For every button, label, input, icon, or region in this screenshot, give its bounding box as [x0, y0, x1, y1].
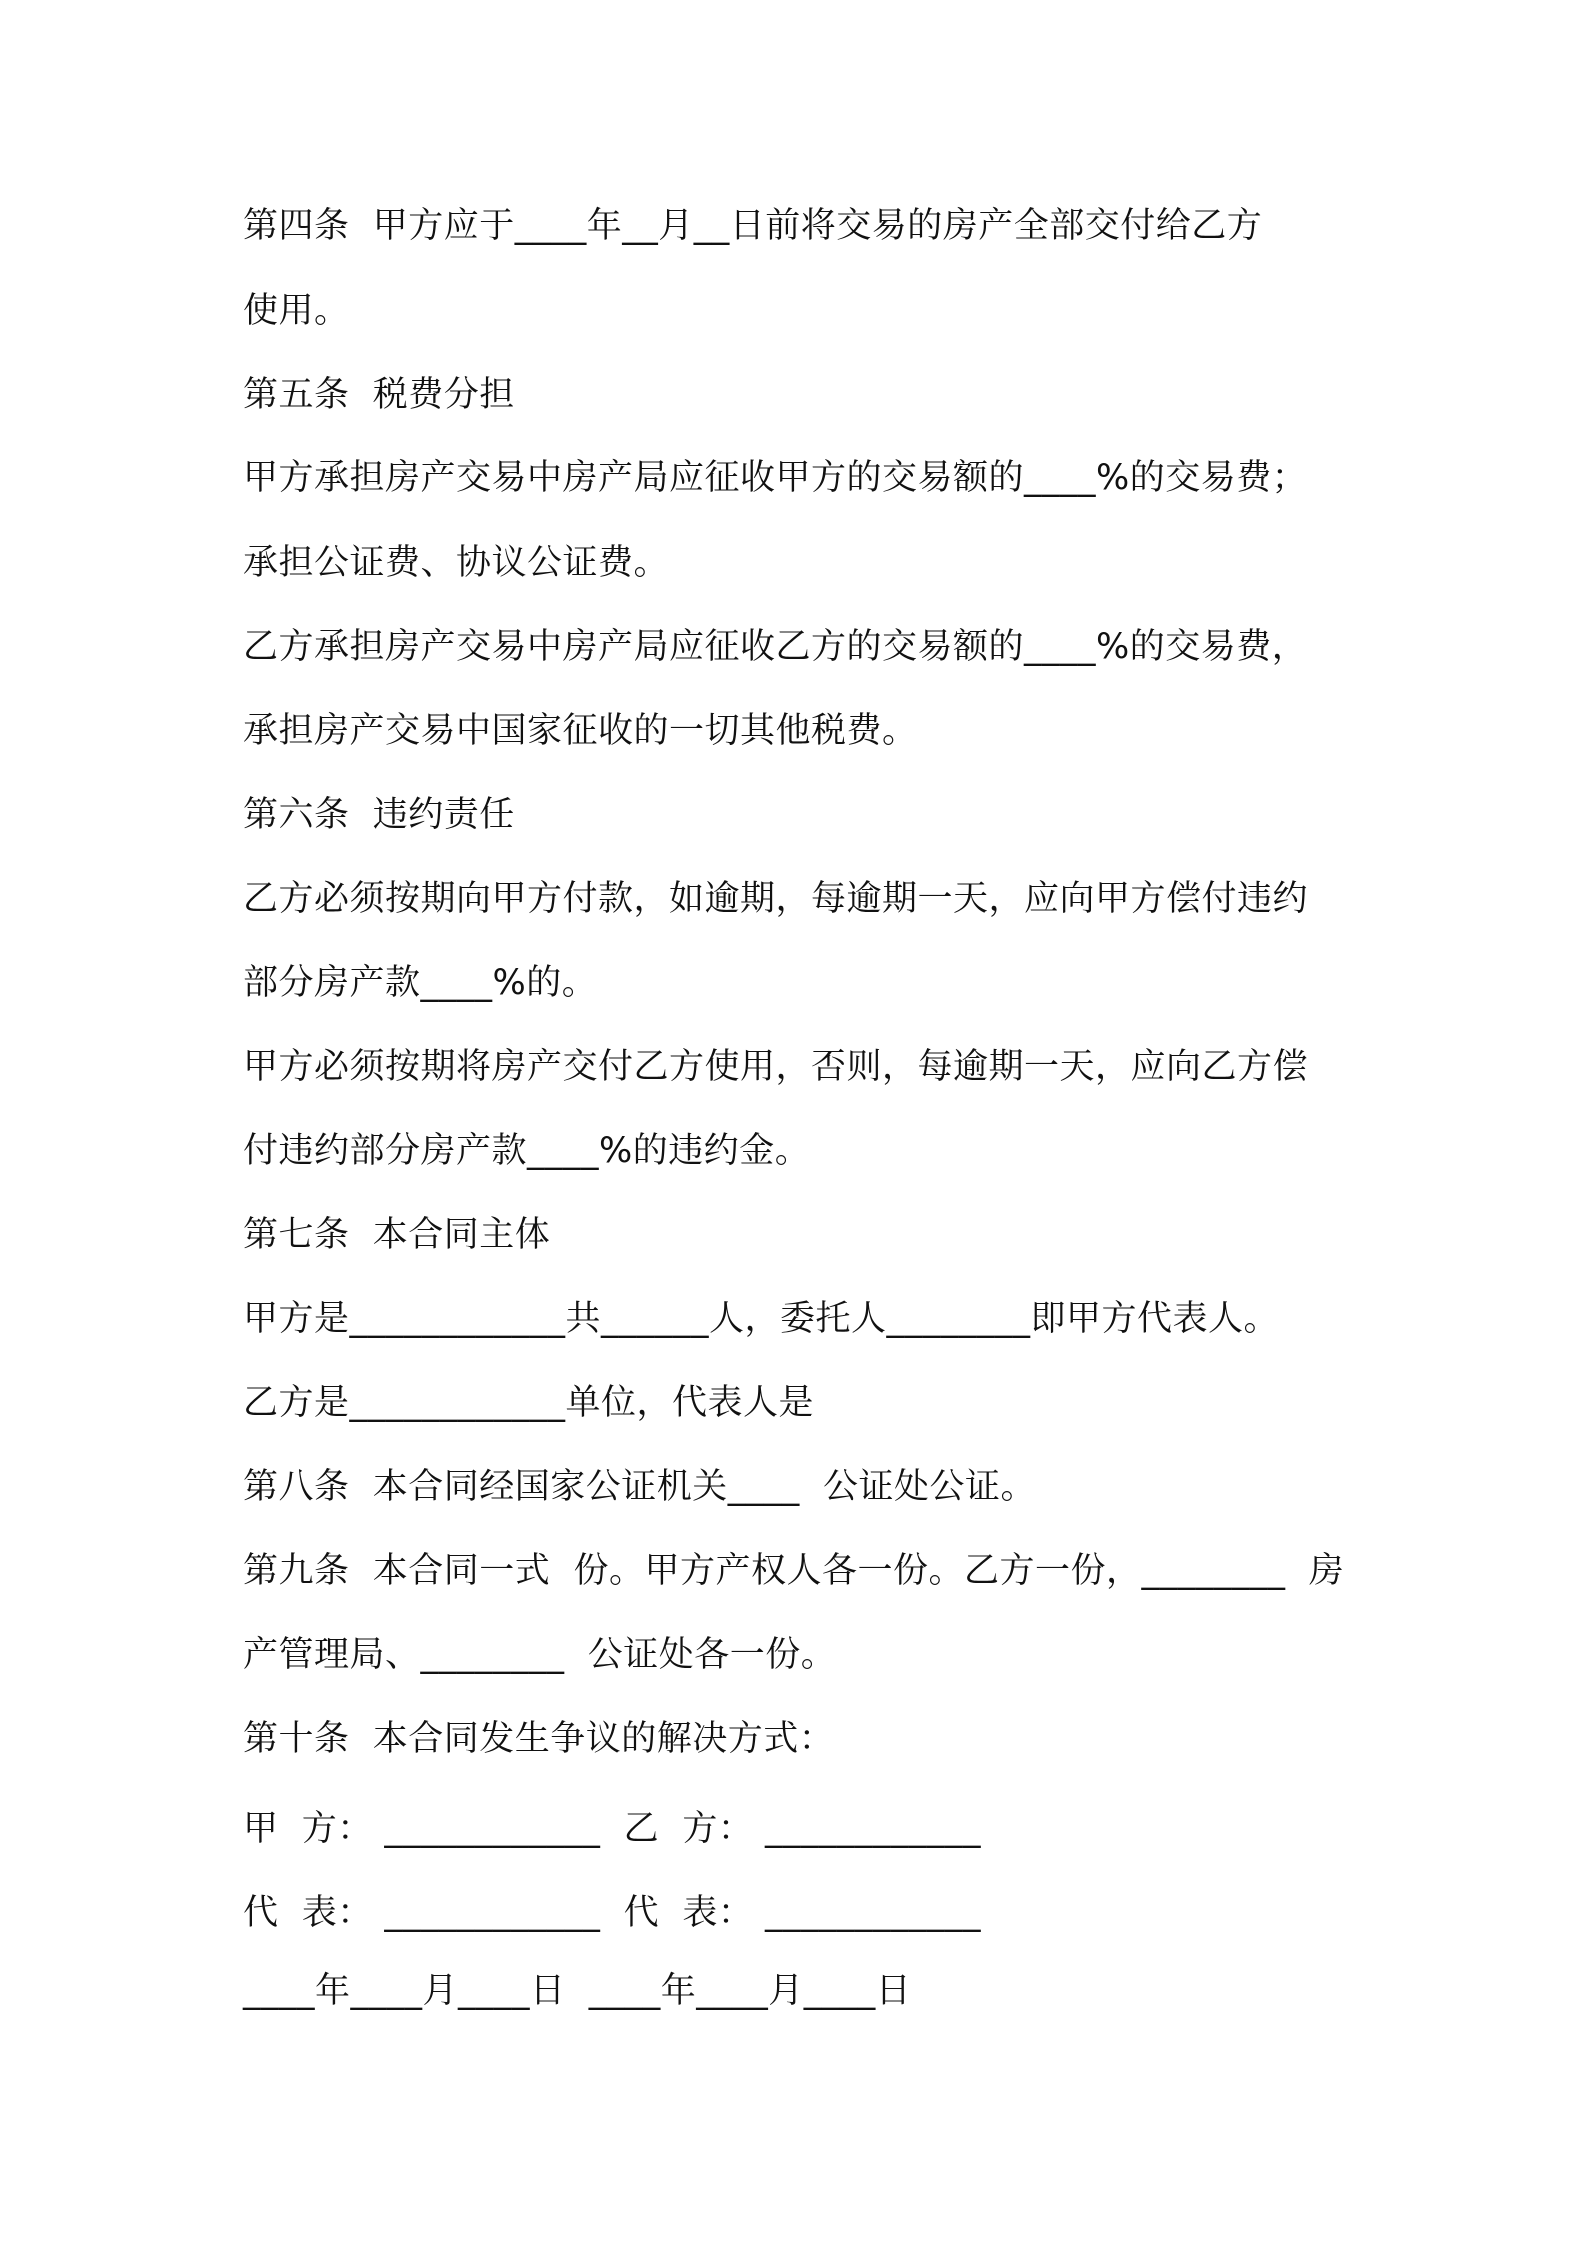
- clause-5-party-b-line-1: 乙方承担房产交易中房产局应征收乙方的交易额的____%的交易费，: [243, 627, 1308, 667]
- clause-5-party-a-line-2: 承担公证费、协议公证费。: [243, 543, 670, 583]
- clause-6-party-b-line-2: 部分房产款____%的。: [243, 963, 598, 1003]
- clause-7-party-b: 乙方是____________单位，代表人是: [243, 1383, 815, 1423]
- clause-5-heading: 第五条 税费分担: [243, 375, 515, 415]
- signature-parties: 甲 方： ____________ 乙 方： ____________: [243, 1809, 982, 1849]
- clause-7-party-a: 甲方是____________共______人，委托人________即甲方代表人。: [243, 1299, 1280, 1339]
- clause-6-party-a-line-2: 付违约部分房产款____%的违约金。: [243, 1131, 811, 1171]
- clause-8: 第八条 本合同经国家公证机关____ 公证处公证。: [243, 1467, 1037, 1507]
- signature-representatives: 代 表： ____________ 代 表： ____________: [243, 1893, 982, 1933]
- clause-6-party-b-line-1: 乙方必须按期向甲方付款，如逾期，每逾期一天，应向甲方偿付违约: [243, 879, 1309, 919]
- clause-4-line-2: 使用。: [243, 291, 350, 331]
- clause-7-heading: 第七条 本合同主体: [243, 1215, 551, 1255]
- clause-6-party-a-line-1: 甲方必须按期将房产交付乙方使用，否则，每逾期一天，应向乙方偿: [243, 1047, 1309, 1087]
- clause-5-party-b-line-2: 承担房产交易中国家征收的一切其他税费。: [243, 711, 918, 751]
- clause-9-line-2: 产管理局、________ 公证处各一份。: [243, 1635, 837, 1675]
- signature-dates: ____年____月____日 ____年____月____日: [243, 1971, 912, 2011]
- clause-6-heading: 第六条 违约责任: [243, 795, 515, 835]
- clause-5-party-a-line-1: 甲方承担房产交易中房产局应征收甲方的交易额的____%的交易费；: [243, 458, 1308, 498]
- clause-9-line-1: 第九条 本合同一式 份。甲方产权人各一份。乙方一份，________ 房: [243, 1551, 1345, 1591]
- clause-4-line-1: 第四条 甲方应于____年__月__日前将交易的房产全部交付给乙方: [243, 206, 1263, 246]
- clause-10: 第十条 本合同发生争议的解决方式：: [243, 1719, 835, 1759]
